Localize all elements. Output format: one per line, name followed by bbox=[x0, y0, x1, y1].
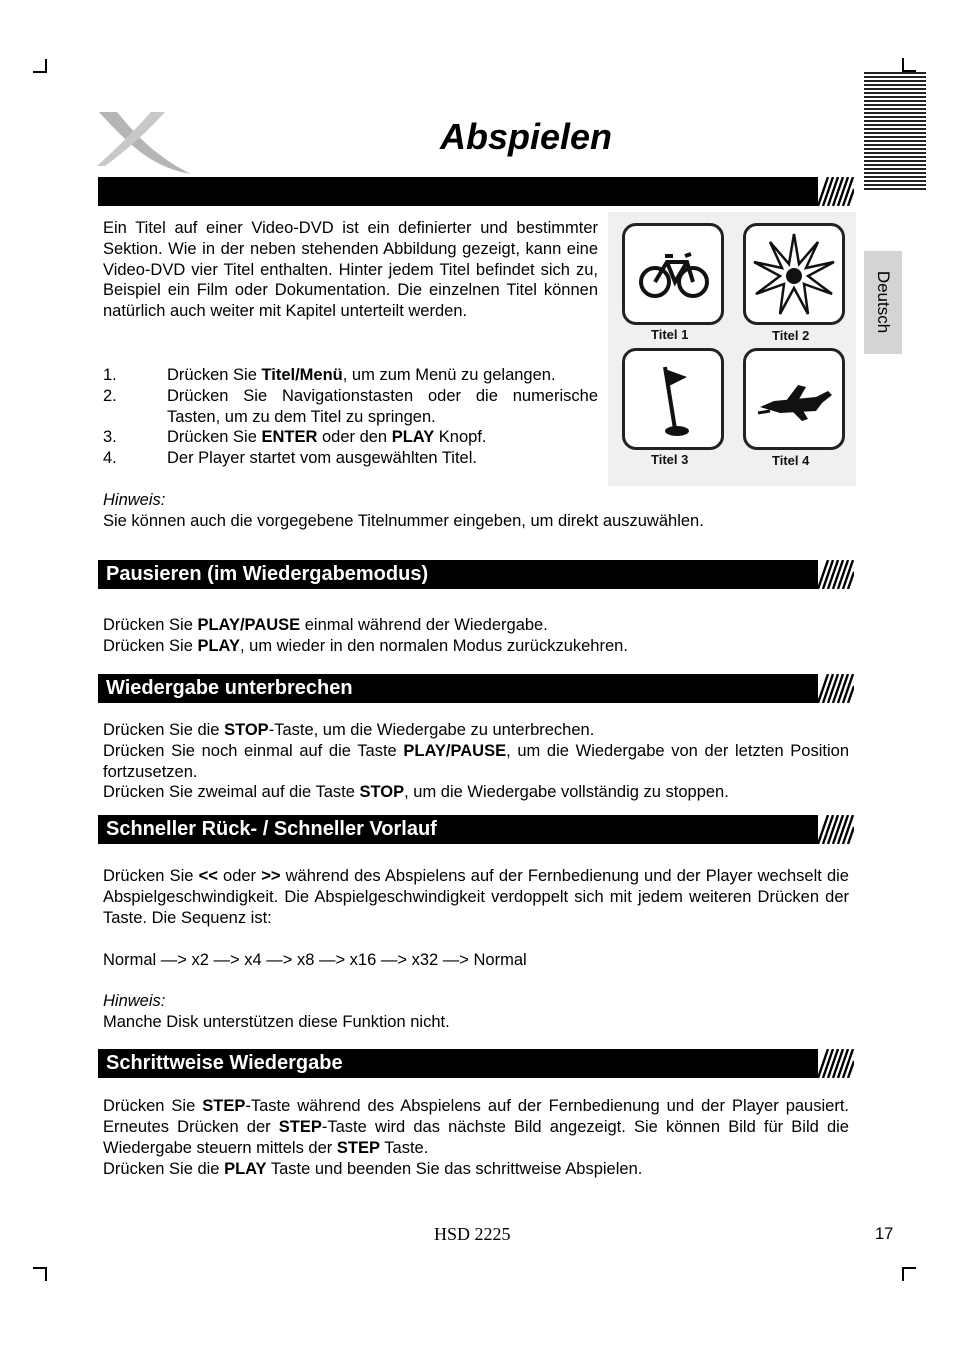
scan-note-text: Manche Disk unterstützen diese Funktion nicht. bbox=[103, 1013, 450, 1031]
stop-line-1: Drücken Sie die STOP-Taste, um die Wiedergabe zu unterbrechen. bbox=[103, 721, 595, 739]
list-item: 3. Drücken Sie ENTER oder den PLAY Knopf. bbox=[103, 428, 487, 447]
tile-label-4: Titel 4 bbox=[772, 453, 810, 468]
header-bar bbox=[98, 177, 854, 206]
language-tab-label: Deutsch bbox=[874, 270, 893, 334]
step-paragraph: Drücken Sie STEP-Taste während des Abspielens auf der Fernbedienung und der Player pausiert. Erneutes Drücken der STEP-Taste wird das nächste Bild angezeigt. Sie können Bild für Bild die Wiedergabe steuern mittels der STEP Taste. bbox=[103, 1097, 849, 1157]
list-item: 1. Drücken Sie Titel/Menü, um zum Menü zu gelangen. bbox=[103, 366, 556, 384]
hatch-pattern-icon bbox=[818, 815, 854, 844]
section-header-scan bbox=[98, 815, 854, 844]
crop-mark-top-right bbox=[902, 58, 916, 72]
section-title: Pausieren (im Wiedergabemodus) bbox=[106, 563, 429, 585]
hatch-pattern-icon bbox=[818, 1049, 854, 1078]
tile-label-2: Titel 2 bbox=[772, 328, 810, 343]
crop-mark-top-left bbox=[33, 59, 47, 73]
crop-mark-bottom-left bbox=[33, 1267, 47, 1281]
section-title: Schneller Rück- / Schneller Vorlauf bbox=[106, 818, 437, 840]
section-header-step bbox=[98, 1049, 854, 1078]
section-title: Wiedergabe unterbrechen bbox=[106, 677, 353, 699]
pause-line-1: Drücken Sie PLAY/PAUSE einmal während der Wiedergabe. bbox=[103, 616, 548, 634]
bicycle-icon bbox=[625, 226, 721, 322]
hatch-pattern-icon bbox=[818, 177, 854, 206]
language-tab bbox=[864, 251, 902, 354]
stop-line-3: Drücken Sie zweimal auf die Taste STOP, um die Wiedergabe vollständig zu stoppen. bbox=[103, 783, 729, 801]
edge-tab-lines bbox=[864, 72, 926, 192]
scan-note-label: Hinweis: bbox=[103, 992, 166, 1010]
section-title: Schrittweise Wiedergabe bbox=[106, 1052, 343, 1074]
page-title: Abspielen bbox=[440, 116, 613, 157]
golf-flag-icon bbox=[625, 351, 721, 447]
intro-paragraph: Ein Titel auf einer Video-DVD ist ein definierter und bestimmter Sektion. Wie in der neben stehenden Abbildung gezeigt, kann eine Video-DVD vier Titel enthalten. Hinter jedem Titel befindet sich zu, Beispiel ein Film oder Dokumentation. Die einzelnen Titel können natürlich auch weiter mit Kapitel unterteilt werden. bbox=[103, 219, 598, 321]
list-item: 4. Der Player startet vom ausgewählten Titel. bbox=[103, 449, 477, 468]
note-label: Hinweis: bbox=[103, 491, 166, 509]
title-tile-3 bbox=[622, 348, 724, 450]
section-header-stop bbox=[98, 674, 854, 703]
hatch-pattern-icon bbox=[818, 674, 854, 703]
star-burst-icon bbox=[746, 226, 842, 322]
section-header-pause bbox=[98, 560, 854, 589]
note-text: Sie können auch die vorgegebene Titelnummer eingeben, um direkt auszuwählen. bbox=[103, 512, 704, 530]
list-item: 2. Drücken Sie Navigationstasten oder die numerische Tasten, um zu dem Titel zu springen. bbox=[103, 386, 598, 426]
steps-list bbox=[103, 365, 598, 469]
x-logo-icon bbox=[95, 108, 195, 176]
title-tile-1 bbox=[622, 223, 724, 325]
scan-paragraph: Drücken Sie << oder >> während des Abspielens auf der Fernbedienung und der Player wechselt die Abspielgeschwindigkeit. Die Abspielgeschwindigkeit verdoppelt sich mit jedem weiteren Drücken der Taste. Die Sequenz ist: bbox=[103, 867, 849, 927]
step-line-2: Drücken Sie die PLAY Taste und beenden Sie das schrittweise Abspielen. bbox=[103, 1160, 643, 1178]
titles-figure bbox=[608, 212, 856, 486]
tile-label-3: Titel 3 bbox=[651, 452, 689, 467]
airplane-icon bbox=[746, 351, 842, 447]
pause-line-2: Drücken Sie PLAY, um wieder in den normalen Modus zurückzukehren. bbox=[103, 637, 628, 655]
page-number: 17 bbox=[875, 1225, 894, 1243]
title-tile-2 bbox=[743, 223, 845, 325]
title-tile-4 bbox=[743, 348, 845, 450]
crop-mark-bottom-right bbox=[902, 1267, 916, 1281]
footer-model: HSD 2225 bbox=[434, 1224, 511, 1244]
stop-line-2: Drücken Sie noch einmal auf die Taste PLAY/PAUSE, um die Wiedergabe von der letzten Position fortzusetzen. bbox=[103, 742, 849, 781]
tile-label-1: Titel 1 bbox=[651, 327, 689, 342]
scan-sequence: Normal —> x2 —> x4 —> x8 —> x16 —> x32 —> Normal bbox=[103, 951, 527, 969]
hatch-pattern-icon bbox=[818, 560, 854, 589]
